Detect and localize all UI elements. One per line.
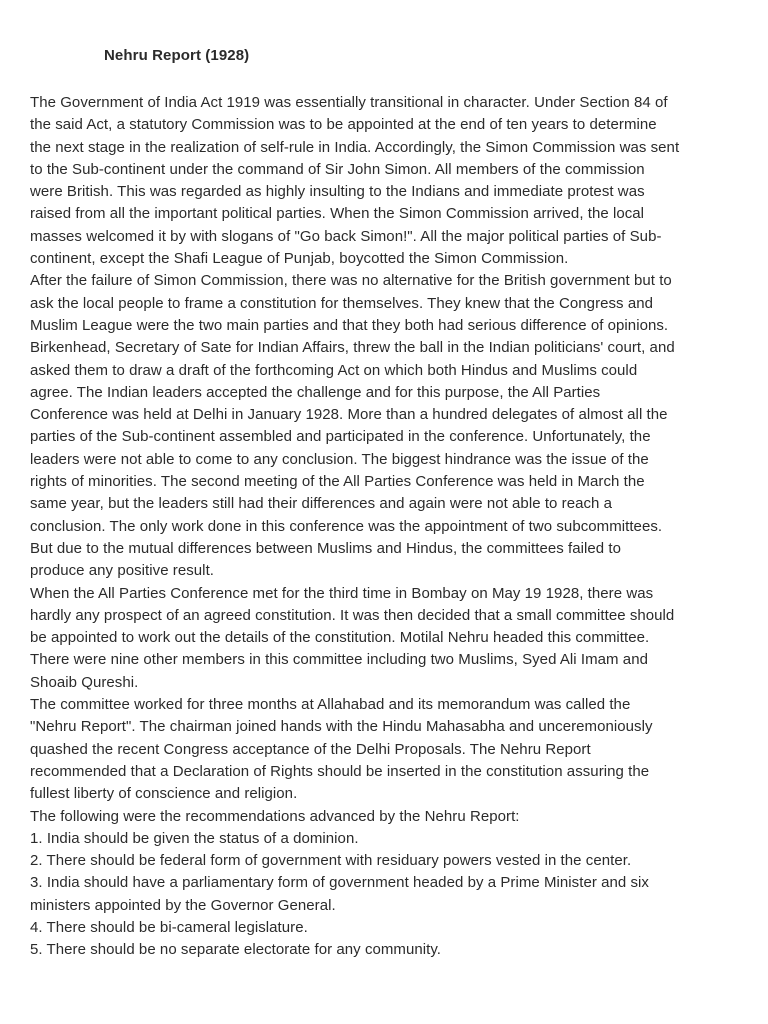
text-line: hardly any prospect of an agreed constitution. It was then decided that a small committee should bbox=[30, 606, 675, 624]
text-line: the said Act, a statutory Commission was to be appointed at the end of ten years to determine bbox=[30, 116, 657, 134]
text-line: to the Sub-continent under the command of Sir John Simon. All members of the commission bbox=[30, 160, 645, 178]
text-line: The committee worked for three months at Allahabad and its memorandum was called the bbox=[30, 696, 631, 714]
text-line: were British. This was regarded as highly insulting to the Indians and immediate protest was bbox=[30, 183, 645, 201]
text-line: produce any positive result. bbox=[30, 562, 214, 580]
text-line: There were nine other members in this committee including two Muslims, Syed Ali Imam and bbox=[30, 651, 648, 669]
text-line: ask the local people to frame a constitution for themselves. They knew that the Congress and bbox=[30, 294, 653, 312]
text-line: rights of minorities. The second meeting of the All Parties Conference was held in March the bbox=[30, 473, 645, 491]
text-line: fullest liberty of conscience and religion. bbox=[30, 785, 298, 803]
text-line: masses welcomed it by with slogans of "Go back Simon!". All the major political parties of Sub- bbox=[30, 227, 662, 245]
text-line: After the failure of Simon Commission, there was no alternative for the British government but to bbox=[30, 272, 672, 290]
document-body bbox=[30, 92, 748, 962]
text-line: 2. There should be federal form of government with residuary powers vested in the center. bbox=[30, 852, 632, 870]
text-line: The Government of India Act 1919 was essentially transitional in character. Under Section 84 of bbox=[30, 94, 668, 111]
text-line: same year, but the leaders still had their differences and again were not able to reach a bbox=[30, 495, 613, 513]
text-line: Shoaib Qureshi. bbox=[30, 673, 139, 691]
text-line: Conference was held at Delhi in January 1928. More than a hundred delegates of almost all the bbox=[30, 406, 668, 424]
text-line: conclusion. The only work done in this conference was the appointment of two subcommittees. bbox=[30, 517, 663, 535]
text-line: The following were the recommendations advanced by the Nehru Report: bbox=[30, 807, 520, 825]
text-line: recommended that a Declaration of Rights should be inserted in the constitution assuring the bbox=[30, 762, 650, 780]
text-line: the next stage in the realization of self-rule in India. Accordingly, the Simon Commission was sent bbox=[30, 138, 680, 156]
text-line: "Nehru Report". The chairman joined hands with the Hindu Mahasabha and unceremoniously bbox=[30, 718, 653, 736]
text-line: Muslim League were the two main parties and that they both had serious difference of opinions. bbox=[30, 316, 669, 334]
text-line: When the All Parties Conference met for the third time in Bombay on May 19 1928, there was bbox=[30, 584, 654, 602]
text-line: agree. The Indian leaders accepted the challenge and for this purpose, the All Parties bbox=[30, 383, 601, 401]
text-line: 4. There should be bi-cameral legislature. bbox=[30, 918, 308, 936]
text-line: ministers appointed by the Governor General. bbox=[30, 896, 336, 914]
document-title: Nehru Report (1928) bbox=[104, 47, 250, 64]
text-line: parties of the Sub-continent assembled and participated in the conference. Unfortunately, the bbox=[30, 428, 651, 446]
text-line: continent, except the Shafi League of Punjab, boycotted the Simon Commission. bbox=[30, 250, 569, 268]
text-line: 3. India should have a parliamentary form of government headed by a Prime Minister and six bbox=[30, 874, 649, 892]
text-line: asked them to draw a draft of the forthcoming Act on which both Hindus and Muslims could bbox=[30, 361, 638, 379]
text-line: leaders were not able to come to any conclusion. The biggest hindrance was the issue of the bbox=[30, 450, 649, 468]
text-line: 1. India should be given the status of a dominion. bbox=[30, 829, 359, 847]
text-line: Birkenhead, Secretary of Sate for Indian Affairs, threw the ball in the Indian politicians' court, and bbox=[30, 339, 675, 357]
text-line: be appointed to work out the details of the constitution. Motilal Nehru headed this committee. bbox=[30, 629, 650, 647]
text-line: quashed the recent Congress acceptance of the Delhi Proposals. The Nehru Report bbox=[30, 740, 591, 758]
text-line: raised from all the important political parties. When the Simon Commission arrived, the local bbox=[30, 205, 645, 223]
text-line: But due to the mutual differences between Muslims and Hindus, the committees failed to bbox=[30, 539, 622, 557]
text-line: 5. There should be no separate electorate for any community. bbox=[30, 941, 442, 959]
